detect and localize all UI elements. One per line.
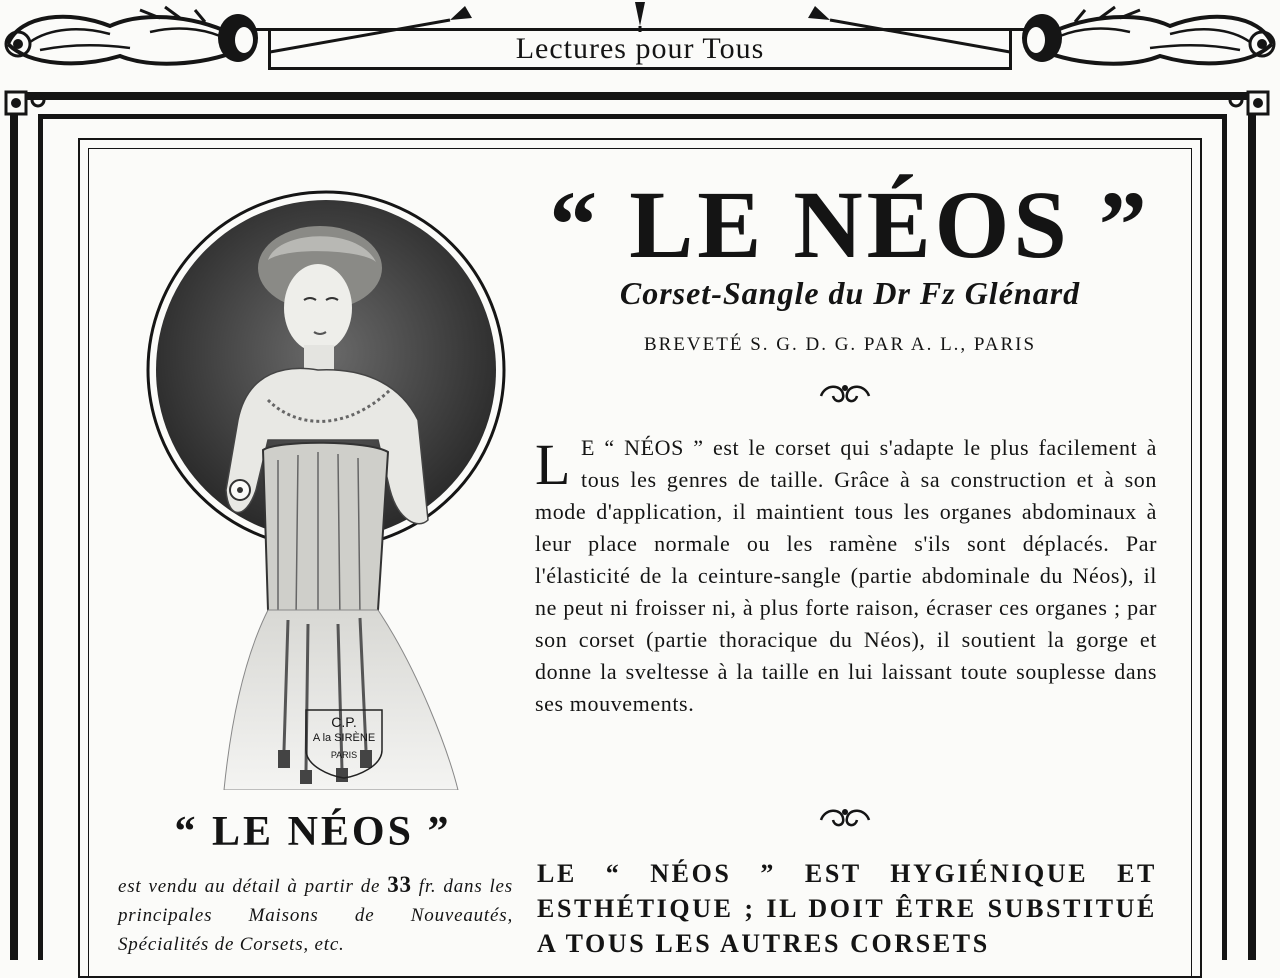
frame-left-bar-thick [10, 92, 18, 960]
ad-closing-statement: LE “ NÉOS ” EST HYGIÉNIQUE ET ESTHÉTIQUE ; IL DOIT ÊTRE SUBSTITUÉ A TOUS LES AUTRES CORSETS [537, 859, 1157, 958]
maker-stamp [296, 700, 392, 780]
frame-top-bar-thick [8, 92, 1260, 100]
retail-info-tail: fr. dans les principales Maisons de Nouveautés, Spécialités de Corsets, etc. [118, 876, 513, 955]
frame-right-bar-thick [1248, 92, 1256, 960]
frame-right-bar-thin [1222, 114, 1227, 960]
retail-price: 33 [387, 872, 412, 897]
winged-head-ornament-right [1012, 4, 1280, 82]
trumpet-ornament-center [260, 2, 1020, 63]
retail-info-lead: est vendu au détail à partir de [118, 876, 381, 897]
masthead-title: Lectures pour Tous [268, 28, 1012, 70]
winged-head-ornament-left [0, 4, 268, 82]
corner-ornament-left [4, 88, 50, 125]
ad-subtitle: Corset-Sangle du Dr Fz Glénard [619, 275, 1081, 311]
corner-ornament-right [1226, 88, 1272, 125]
stamp-line-3: PARIS [330, 750, 358, 760]
frame-left-bar-thin [38, 114, 43, 960]
ad-body-paragraph [535, 432, 1157, 720]
ad-body-text: E “ NÉOS ” est le corset qui s'adapte le plus facilement à tous les genres de taille. Grâce à sa construction et à son mode d'application, il maintient tous les organes abdominaux à leur place normale ou les ramène s'ils sont déplacés. Par l'élasticité de la ceinture-sangle (partie abdominale du Néos), il ne peut ni froisser ni, à plus forte raison, écraser ces organes ; par son corset (partie thoracique du Néos), il soutient la gorge et donne la sveltesse à la taille en lui laissant toute souplesse dans ses mouvements. [535, 435, 1157, 716]
ornament-divider-top [815, 378, 875, 414]
ad-title: “ LE NÉOS ” [549, 171, 1151, 278]
retail-info [118, 870, 513, 959]
ad-secondary-title: “ LE NÉOS ” [174, 809, 452, 855]
frame-top-bar-thin [40, 114, 1226, 119]
dropcap-letter: L [535, 432, 572, 497]
stamp-line-1: C.P. [331, 714, 357, 730]
patent-line: BREVETÉ S. G. D. G. PAR A. L., PARIS [643, 334, 1037, 355]
ornament-divider-bottom [815, 802, 875, 838]
stamp-line-2: A la SIRÈNE [312, 732, 376, 744]
